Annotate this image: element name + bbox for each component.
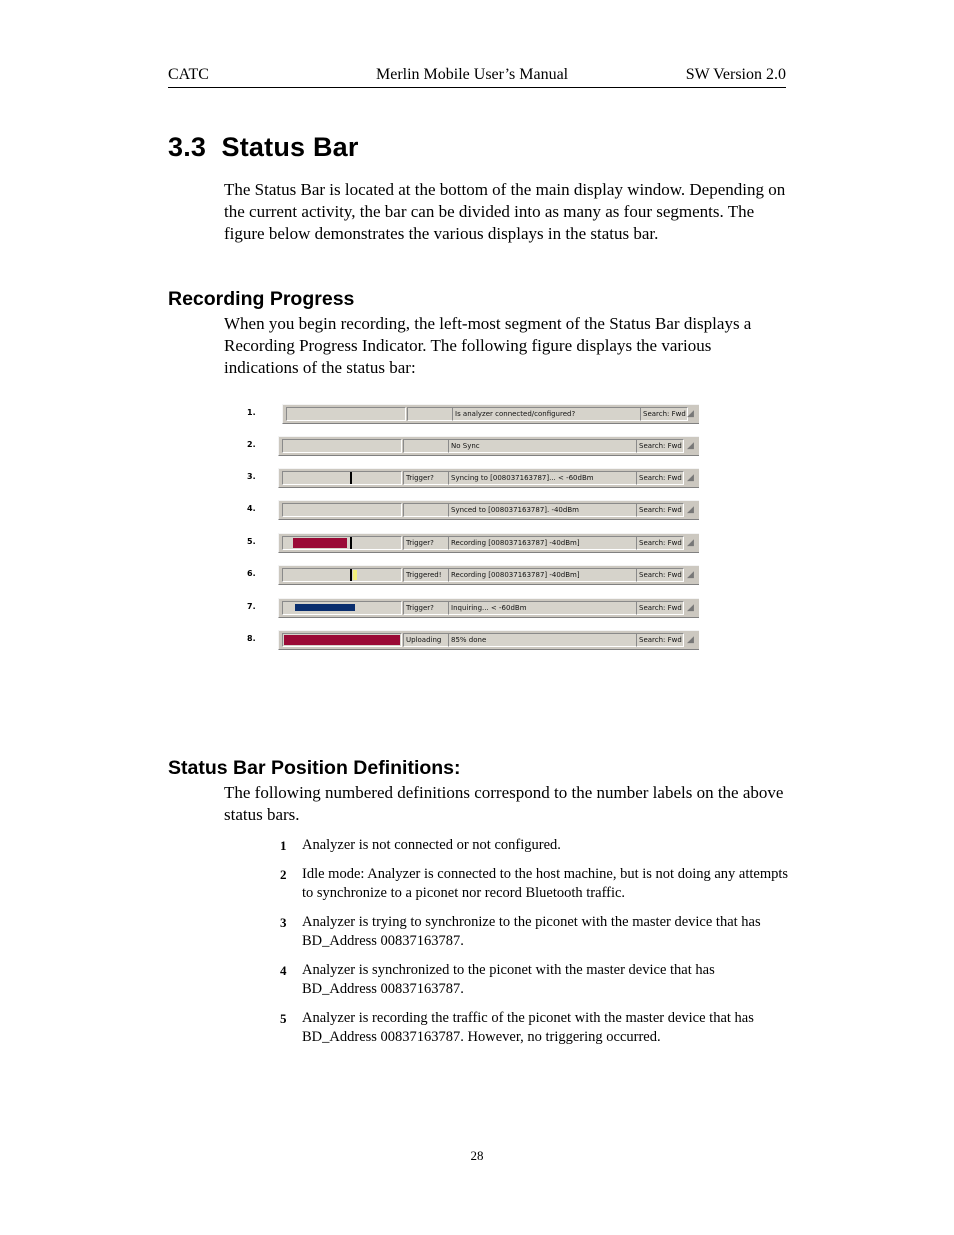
progress-marker: [350, 537, 352, 549]
search-segment: Search: Fwd: [636, 633, 684, 647]
search-segment: Search: Fwd: [636, 568, 684, 582]
row-number: 5.: [247, 537, 256, 546]
list-item: [280, 865, 790, 903]
resize-grip-icon[interactable]: ◢: [687, 634, 694, 644]
status-bar-row-8: [240, 628, 705, 650]
status-segment: No Sync: [448, 439, 638, 453]
list-item: [280, 961, 790, 999]
resize-grip-icon[interactable]: ◢: [687, 472, 694, 482]
row-number: 1.: [247, 408, 256, 417]
row-number: 2.: [247, 440, 256, 449]
resize-grip-icon[interactable]: ◢: [687, 537, 694, 547]
row-number: 4.: [247, 504, 256, 513]
status-segment: Recording [008037163787] -40dBm]: [448, 568, 638, 582]
resize-grip-icon[interactable]: ◢: [687, 504, 694, 514]
definitions-heading: Status Bar Position Definitions:: [168, 757, 461, 779]
recording-fill: [293, 538, 347, 548]
item-text: Analyzer is not connected or not configured.: [302, 837, 561, 853]
status-bar-row-6: [240, 563, 705, 585]
row-number: 6.: [247, 569, 256, 578]
status-bar: [282, 404, 699, 424]
item-number: 4: [280, 963, 287, 978]
search-segment: Search: Fwd: [640, 407, 688, 421]
resize-grip-icon[interactable]: ◢: [687, 602, 694, 612]
trigger-segment: [403, 439, 449, 453]
progress-segment: [282, 503, 402, 517]
recording-heading: Recording Progress: [168, 288, 355, 310]
progress-segment: [282, 633, 402, 647]
status-bar: [278, 565, 699, 585]
progress-segment: [286, 407, 406, 421]
trigger-segment: [403, 503, 449, 517]
row-number: 3.: [247, 472, 256, 481]
header-left: CATC: [168, 66, 209, 83]
item-number: 1: [280, 838, 287, 853]
trigger-flash: [353, 570, 357, 580]
row-number: 8.: [247, 634, 256, 643]
status-bar-row-3: [240, 466, 705, 488]
definitions-list: [280, 836, 790, 1057]
progress-segment: [282, 568, 402, 582]
header-right: SW Version 2.0: [685, 66, 786, 83]
trigger-segment: Trigger?: [403, 536, 449, 550]
status-segment: Is analyzer connected/configured?: [452, 407, 642, 421]
section-intro: The Status Bar is located at the bottom of the main display window. Depending on the current activity, the bar can be divided into as many as four segments. The figure below demonstrates the various displays in the status bar.: [224, 180, 786, 243]
resize-grip-icon[interactable]: ◢: [687, 569, 694, 579]
list-item: [280, 836, 790, 855]
trigger-segment: Trigger?: [403, 471, 449, 485]
progress-segment: [282, 471, 402, 485]
row-number: 7.: [247, 602, 256, 611]
page-header: [168, 66, 786, 88]
upload-fill: [284, 635, 400, 645]
status-segment: Recording [008037163787] -40dBm]: [448, 536, 638, 550]
recording-text: When you begin recording, the left-most segment of the Status Bar displays a Recording Progress Indicator. The following figure displays the various indications of the status bar:: [224, 314, 752, 377]
status-bar-row-2: [240, 434, 705, 456]
resize-grip-icon[interactable]: ◢: [687, 408, 694, 418]
progress-segment: [282, 536, 402, 550]
item-text: Idle mode: Analyzer is connected to the host machine, but is not doing any attempts to synchronize to a piconet nor record Bluetooth traffic.: [302, 866, 789, 901]
progress-marker: [350, 472, 352, 484]
status-segment: Synced to [008037163787]. -40dBm: [448, 503, 638, 517]
inquiry-fill: [295, 604, 355, 611]
trigger-segment: Triggered!: [403, 568, 449, 582]
item-text: Analyzer is trying to synchronize to the piconet with the master device that has BD_Address 00837163787.: [302, 914, 761, 949]
item-text: Analyzer is recording the traffic of the piconet with the master device that has BD_Address 00837163787. However, no triggering occurred.: [302, 1010, 754, 1045]
progress-marker: [350, 569, 352, 581]
status-bar: [278, 533, 699, 553]
section-title: 3.3 Status Bar: [168, 132, 359, 162]
list-item: [280, 913, 790, 951]
status-segment: Syncing to [008037163787]... < -60dBm: [448, 471, 638, 485]
page-number: 28: [470, 1148, 484, 1163]
status-bar-row-7: [240, 596, 705, 618]
status-bar-row-5: [240, 531, 705, 553]
trigger-segment: [407, 407, 453, 421]
status-bar: [278, 436, 699, 456]
status-bar: [278, 630, 699, 650]
item-number: 3: [280, 915, 287, 930]
status-segment: Inquiring... < -60dBm: [448, 601, 638, 615]
item-number: 5: [280, 1011, 287, 1026]
search-segment: Search: Fwd: [636, 439, 684, 453]
status-bar: [278, 500, 699, 520]
search-segment: Search: Fwd: [636, 536, 684, 550]
search-segment: Search: Fwd: [636, 471, 684, 485]
trigger-segment: Trigger?: [403, 601, 449, 615]
status-bar-figure: [240, 400, 705, 656]
list-item: [280, 1009, 790, 1047]
trigger-segment: Uploading: [403, 633, 449, 647]
status-bar: [278, 468, 699, 488]
header-center: Merlin Mobile User’s Manual: [376, 66, 569, 83]
search-segment: Search: Fwd: [636, 601, 684, 615]
item-number: 2: [280, 867, 287, 882]
item-text: Analyzer is synchronized to the piconet with the master device that has BD_Address 00837163787.: [302, 962, 715, 997]
progress-segment: [282, 439, 402, 453]
resize-grip-icon[interactable]: ◢: [687, 440, 694, 450]
progress-segment: [282, 601, 402, 615]
definitions-intro: The following numbered definitions correspond to the number labels on the above status bars.: [224, 783, 784, 824]
search-segment: Search: Fwd: [636, 503, 684, 517]
status-bar-row-4: [240, 498, 705, 520]
status-bar: [278, 598, 699, 618]
status-segment: 85% done: [448, 633, 638, 647]
status-bar-row-1: [240, 402, 705, 424]
